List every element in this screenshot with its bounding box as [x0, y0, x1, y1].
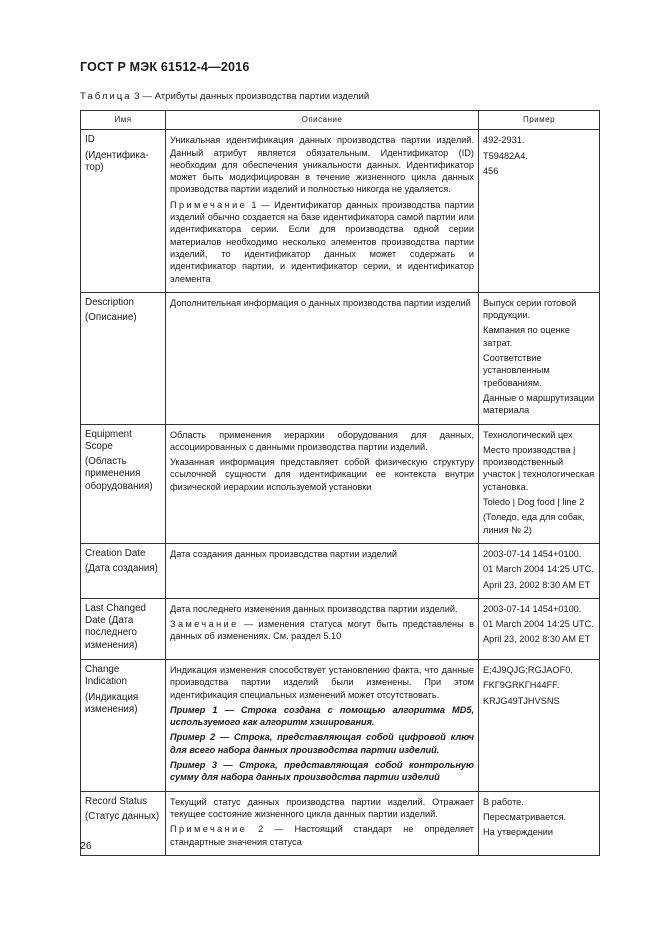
example-value: На утверждении: [483, 827, 554, 838]
attribute-example-cell: [479, 543, 600, 598]
example-value: 01 March 2004 14:25 UTC.: [483, 564, 594, 575]
example-value: В работе.: [483, 796, 524, 807]
attribute-name-cell: [81, 424, 166, 543]
description-paragraph: Уникальная идентификация данных производства партии изделий. Данный атрибут является обязательным. Идентификатор (ID) необходим для обеспечения уникальности данных. Идентификатор может быть модифицирован в течение жизненного цикла данных производства партии изделий и полностью никогда не удаляется.: [170, 135, 474, 195]
attributes-table: [80, 110, 600, 856]
description-paragraph: Дополнительная информация о данных производства партии изделий: [170, 297, 471, 308]
attribute-description-cell: [166, 791, 479, 855]
example-paragraph: Пример 1 — Строка создана с помощью алгоритма MD5, используемого как алгоритм хэширования.: [170, 704, 474, 728]
example-paragraph: Пример 2 — Строка, представляющая собой цифровой ключ для всего набора данных производства партии изделий.: [170, 732, 474, 755]
note-paragraph: [170, 823, 474, 848]
attribute-name-cell: [81, 130, 166, 293]
description-paragraph: Текущий статус данных производства партии изделий. Отражает текущее состояние жизненного цикла данных партии изделий.: [170, 796, 474, 819]
table-row: [81, 791, 600, 855]
example-value: Кампания по оценке затрат.: [483, 325, 570, 348]
column-header-example: Пример: [479, 111, 600, 130]
attribute-name-line: (Описание): [85, 312, 137, 324]
attribute-name-line: (Дата создания): [85, 563, 158, 575]
table-header-row: [81, 111, 600, 130]
table-row: [81, 659, 600, 791]
page-number: 26: [80, 840, 92, 852]
attribute-name-cell: [81, 659, 166, 791]
attribute-name-line: (Область применения оборудования): [85, 456, 153, 492]
table-row: [81, 424, 600, 543]
attribute-name-line: (Индикация изменения): [85, 691, 139, 715]
table-row: [81, 292, 600, 424]
example-value: E;4J9QJG;RGJAOF0.: [483, 664, 573, 675]
description-paragraph: Область применения иерархии оборудования для данных, ассоциированных с данными производства партии изделий.: [170, 429, 474, 452]
example-value: FKГ9GRKГH44FF.: [483, 680, 560, 691]
example-value: April 23, 2002 8:30 AM ET: [483, 579, 591, 590]
attribute-name-line: Last Changed Date (Дата последнего изменения): [85, 602, 147, 651]
column-header-name: Имя: [81, 111, 166, 130]
attribute-name-line: Equipment Scope: [85, 428, 132, 452]
example-value: Данные о маршрутизации материала: [483, 392, 595, 416]
note-label: Примечание: [170, 824, 248, 835]
attribute-description-cell: [166, 424, 479, 543]
description-paragraph: Индикация изменения способствует установлению факта, что данные производства партии изделий были изменены. При этом идентификация специальных изменений может отсутствовать.: [170, 664, 474, 700]
attribute-name-cell: [81, 543, 166, 598]
attribute-description-cell: [166, 543, 479, 598]
table-body: [81, 130, 600, 856]
example-value: T59482A4.: [483, 150, 528, 161]
example-value: 492-2931.: [483, 135, 525, 146]
example-value: April 23, 2002 8:30 AM ET: [483, 634, 591, 645]
note-text: — Идентификатор данных производства партии изделий обычно создается на базе идентификатора самой партии или идентификатора серии. Если для производства одной серии материалов необходимо несколько элементов производства партии изделий, то идентификатор данных может содержать и идентификатор партии, и идентификатор серии, и идентификатор элемента: [170, 199, 474, 284]
example-value: Выпуск серии готовой продукции.: [483, 297, 577, 321]
example-value: Место производства | производственный участок | технологическая установка.: [483, 444, 595, 492]
attribute-example-cell: [479, 791, 600, 855]
attribute-description-cell: [166, 130, 479, 293]
attribute-name-cell: [81, 791, 166, 855]
example-value: 2003-07-14 1454+0100.: [483, 548, 582, 559]
note-paragraph: [170, 199, 474, 285]
caption-text: — Атрибуты данных производства партии изделий: [142, 91, 370, 102]
example-value: KRJG49TJHVSNS: [483, 695, 560, 706]
attribute-name-cell: [81, 292, 166, 424]
example-value: Пересматривается.: [483, 811, 567, 822]
example-value: 2003-07-14 1454+0100.: [483, 603, 582, 614]
attribute-name-line: Record Status: [85, 795, 148, 807]
example-value: Технологический цех: [483, 429, 573, 440]
note-paragraph: [170, 618, 474, 643]
description-paragraph: Дата последнего изменения данных производства партии изделий.: [170, 603, 458, 614]
example-value: 456: [483, 165, 499, 176]
attribute-name-line: Change Indication: [85, 663, 127, 688]
table-row: [81, 598, 600, 659]
note-label: Примечание: [170, 199, 248, 210]
note-text: — изменения статуса могут быть представлены в данных об изменениях. См. раздел 5.10: [170, 619, 474, 642]
attribute-name-line: Creation Date: [85, 547, 146, 559]
note-number: 1: [251, 199, 257, 210]
attribute-example-cell: [479, 598, 600, 659]
attribute-name-cell: [81, 598, 166, 659]
attribute-example-cell: [479, 130, 600, 293]
description-paragraph: Дата создания данных производства партии изделий: [170, 548, 397, 559]
example-value: Соответствие установленным требованиям.: [483, 353, 550, 388]
table-row: [81, 130, 600, 293]
attribute-description-cell: [166, 292, 479, 424]
note-number: 2: [258, 824, 264, 835]
caption-label: Таблица: [80, 91, 132, 102]
example-value: 01 March 2004 14:25 UTC.: [483, 619, 594, 630]
attribute-example-cell: [479, 292, 600, 424]
column-header-description: Описание: [166, 111, 479, 130]
attribute-name-line: (Идентифика-тор): [85, 149, 149, 173]
example-value: Toledo | Dog food | line 2: [483, 497, 585, 508]
attribute-name-line: Description: [85, 296, 135, 308]
example-value: (Толедо, еда для собак, линия № 2): [483, 512, 585, 535]
description-paragraph: Указанная информация представляет собой физическую структуру ссылочной сущности для идентификации ее контекста внутри физической иерархии используемой установки: [170, 457, 474, 492]
table-caption: [80, 91, 369, 102]
attribute-description-cell: [166, 659, 479, 791]
note-label: Замечание: [170, 619, 239, 630]
table-row: [81, 543, 600, 598]
attribute-example-cell: [479, 424, 600, 543]
attribute-name-line: ID: [85, 134, 95, 146]
caption-number: 3: [134, 91, 140, 102]
example-paragraph: Пример 3 — Строка, представляющая собой контрольную сумму для набора данных производства партии изделий: [170, 760, 474, 783]
note-text: — Настоящий стандарт не определяет стандартные значения статуса: [170, 824, 474, 847]
attribute-name-line: (Статус данных): [85, 810, 160, 822]
attribute-description-cell: [166, 598, 479, 659]
attribute-example-cell: [479, 659, 600, 791]
document-header: ГОСТ Р МЭК 61512-4—2016: [80, 60, 250, 74]
